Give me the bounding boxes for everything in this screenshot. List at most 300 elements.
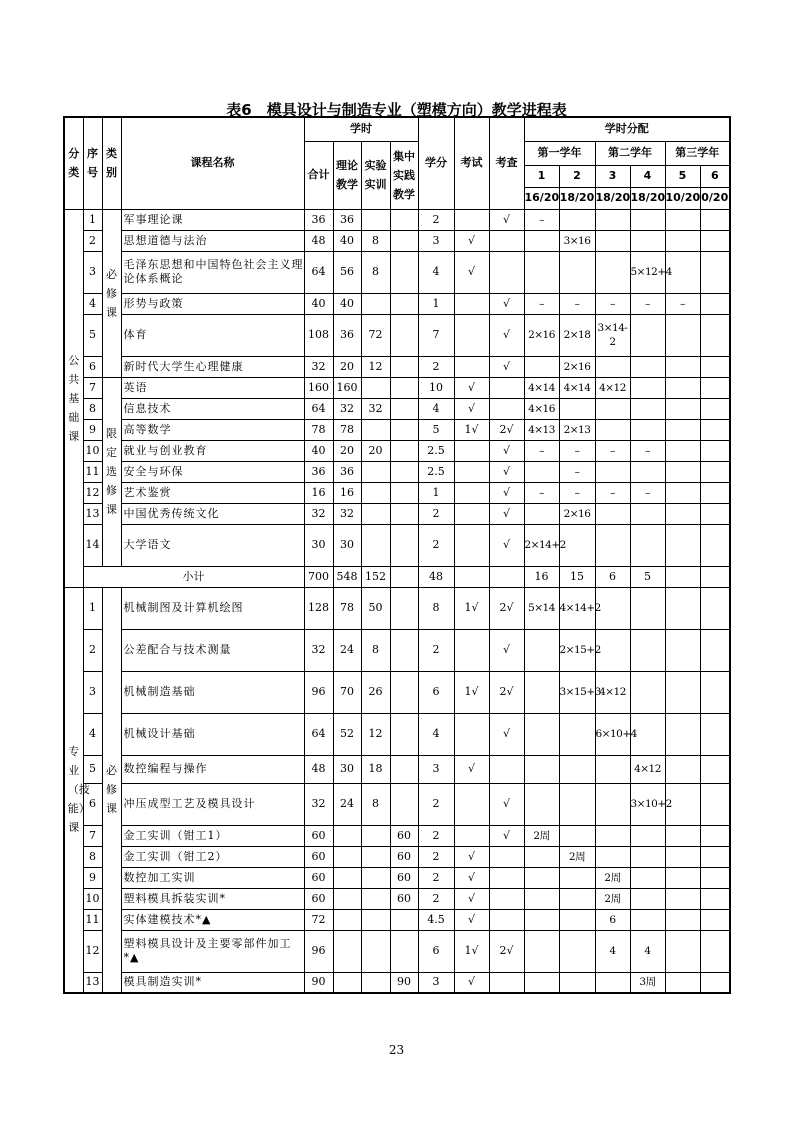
course-name: 思想道德与法治 [121,230,304,251]
semester-2-hours: 2×18 [559,314,595,356]
check-mark [489,251,524,293]
course-name: 毛泽东思想和中国特色社会主义理论体系概论 [121,251,304,293]
hours-practice [390,629,418,671]
semester-6-hours [700,930,730,972]
subtotal-experiment: 152 [361,566,390,587]
hours-total: 64 [304,713,333,755]
exam-mark [454,209,489,230]
hours-total: 36 [304,209,333,230]
semester-6-hours [700,314,730,356]
hours-total: 160 [304,377,333,398]
subtotal-semester-6 [700,566,730,587]
semester-2-hours [559,972,595,993]
hours-theory [333,930,361,972]
exam-mark [454,825,489,846]
header-category: 分类 [64,117,83,209]
semester-6-hours [700,440,730,461]
exam-mark [454,440,489,461]
semester-4: 4 [630,165,665,187]
exam-mark: √ [454,867,489,888]
course-name: 模具制造实训* [121,972,304,993]
table-row [64,867,730,888]
semester-4-hours [630,867,665,888]
hours-theory: 160 [333,377,361,398]
check-mark [489,230,524,251]
semester-1-hours [524,867,559,888]
check-mark [489,867,524,888]
semester-1-hours [524,713,559,755]
header-type: 类别 [102,117,121,209]
hours-total: 40 [304,293,333,314]
exam-mark: √ [454,888,489,909]
hours-theory [333,867,361,888]
semester-6-hours [700,671,730,713]
semester-1-hours: 2周 [524,825,559,846]
exam-mark: 1√ [454,930,489,972]
hours-practice: 60 [390,825,418,846]
subtotal-label: 小计 [83,566,304,587]
table-row [64,503,730,524]
credit: 4 [418,713,454,755]
semester-5-hours [665,825,700,846]
table-row [64,825,730,846]
hours-experiment [361,503,390,524]
semester-3-hours: 4×12 [595,671,630,713]
semester-3-hours [595,972,630,993]
semester-4-hours [630,587,665,629]
semester-5-hours [665,209,700,230]
hours-practice [390,524,418,566]
table-row [64,377,730,398]
hours-total: 108 [304,314,333,356]
semester-3-hours [595,419,630,440]
page-number: 23 [388,1043,405,1057]
hours-practice [390,587,418,629]
course-name: 信息技术 [121,398,304,419]
hours-experiment: 50 [361,587,390,629]
hours-theory: 32 [333,398,361,419]
semester-3-hours: 2周 [595,867,630,888]
table-row [64,251,730,293]
credit: 6 [418,930,454,972]
hours-practice [390,377,418,398]
course-name: 机械制造基础 [121,671,304,713]
check-mark [489,377,524,398]
semester-3-hours [595,825,630,846]
semester-1-hours [524,846,559,867]
hours-experiment [361,867,390,888]
semester-1-hours: 2×16 [524,314,559,356]
hours-practice [390,440,418,461]
course-name: 英语 [121,377,304,398]
exam-mark [454,314,489,356]
credit: 3 [418,972,454,993]
semester-6-hours [700,629,730,671]
row-number: 5 [83,755,102,783]
semester-2-hours: 4×14 [559,377,595,398]
weeks-semester-3: 18/20 [595,187,630,209]
semester-5-hours [665,440,700,461]
row-number: 13 [83,503,102,524]
table-row [64,713,730,755]
semester-4-hours [630,398,665,419]
semester-6-hours [700,461,730,482]
check-mark: √ [489,629,524,671]
course-name: 机械制图及计算机绘图 [121,587,304,629]
table-row [64,888,730,909]
subtotal-semester-5 [665,566,700,587]
hours-theory: 56 [333,251,361,293]
semester-4-hours [630,629,665,671]
semester-2-hours [559,398,595,419]
semester-1-hours [524,671,559,713]
hours-theory: 40 [333,230,361,251]
check-mark: √ [489,783,524,825]
check-mark: √ [489,293,524,314]
semester-1-hours: 4×14 [524,377,559,398]
course-name: 塑料模具设计及主要零部件加工*▲ [121,930,304,972]
semester-1-hours: – [524,293,559,314]
semester-6-hours [700,356,730,377]
semester-5-hours [665,713,700,755]
hours-experiment: 8 [361,251,390,293]
check-mark [489,909,524,930]
semester-2-hours: – [559,461,595,482]
semester-5-hours [665,230,700,251]
hours-total: 60 [304,888,333,909]
semester-2-hours: – [559,293,595,314]
table-row [64,783,730,825]
credit: 8 [418,587,454,629]
semester-3-hours [595,398,630,419]
row-number: 3 [83,251,102,293]
hours-experiment [361,461,390,482]
course-name: 形势与政策 [121,293,304,314]
semester-4-hours [630,209,665,230]
row-number: 7 [83,825,102,846]
semester-2-hours [559,825,595,846]
teaching-schedule-table [63,116,731,994]
hours-total: 78 [304,419,333,440]
credit: 7 [418,314,454,356]
row-number: 2 [83,629,102,671]
check-mark: √ [489,461,524,482]
semester-1-hours [524,503,559,524]
weeks-semester-1: 16/20 [524,187,559,209]
table-row [64,461,730,482]
subtotal-semester-2: 15 [559,566,595,587]
hours-practice [390,755,418,783]
weeks-semester-4: 18/20 [630,187,665,209]
hours-practice: 90 [390,972,418,993]
semester-2-hours: 2×15+2 [559,629,595,671]
semester-6: 6 [700,165,730,187]
hours-experiment [361,888,390,909]
semester-3-hours [595,230,630,251]
semester-2-hours [559,755,595,783]
semester-3-hours: – [595,293,630,314]
check-mark: 2√ [489,930,524,972]
hours-total: 48 [304,755,333,783]
semester-3-hours [595,356,630,377]
semester-3-hours: 3×14-2 [595,314,630,356]
credit: 4 [418,251,454,293]
table-title: 表6 模具设计与制造专业（塑模方向）教学进程表 [226,101,567,119]
semester-4-hours [630,825,665,846]
hours-practice [390,230,418,251]
semester-4-hours: – [630,440,665,461]
hours-total: 96 [304,930,333,972]
subtotal-total: 700 [304,566,333,587]
hours-theory: 36 [333,461,361,482]
credit: 6 [418,671,454,713]
semester-5-hours [665,314,700,356]
hours-practice [390,251,418,293]
semester-3-hours [595,755,630,783]
hours-theory: 52 [333,713,361,755]
hours-total: 64 [304,398,333,419]
semester-1: 1 [524,165,559,187]
exam-mark: √ [454,755,489,783]
hours-practice [390,482,418,503]
semester-4-hours [630,524,665,566]
semester-3-hours [595,524,630,566]
header-check: 考查 [489,117,524,209]
section-professional: 专业（技能）课 [64,587,83,993]
course-name: 机械设计基础 [121,713,304,755]
semester-3-hours: 4 [595,930,630,972]
semester-4-hours: 4 [630,930,665,972]
semester-1-hours [524,629,559,671]
row-number: 6 [83,783,102,825]
row-number: 12 [83,930,102,972]
table-row [64,846,730,867]
semester-6-hours [700,482,730,503]
semester-1-hours [524,755,559,783]
semester-2-hours: 2×16 [559,503,595,524]
semester-1-hours [524,230,559,251]
semester-3-hours [595,209,630,230]
row-number: 10 [83,888,102,909]
semester-1-hours: – [524,209,559,230]
hours-total: 72 [304,909,333,930]
hours-experiment [361,930,390,972]
semester-4-hours [630,909,665,930]
table-row [64,293,730,314]
semester-2-hours: – [559,482,595,503]
semester-5-hours [665,377,700,398]
credit: 2.5 [418,440,454,461]
subtotal-row [64,566,730,587]
semester-1-hours: 2×14+2 [524,524,559,566]
semester-4-hours: 3周 [630,972,665,993]
weeks-semester-2: 18/20 [559,187,595,209]
hours-total: 32 [304,356,333,377]
row-number: 2 [83,230,102,251]
hours-total: 32 [304,503,333,524]
semester-5-hours [665,356,700,377]
hours-total: 32 [304,783,333,825]
course-name: 军事理论课 [121,209,304,230]
row-number: 4 [83,713,102,755]
hours-practice [390,461,418,482]
table-row [64,440,730,461]
semester-1-hours: 4×13 [524,419,559,440]
semester-6-hours [700,713,730,755]
row-number: 11 [83,461,102,482]
check-mark: 2√ [489,587,524,629]
exam-mark: √ [454,377,489,398]
hours-experiment: 12 [361,356,390,377]
semester-4-hours: 3×10+2 [630,783,665,825]
section-public: 公共基础课 [64,209,83,587]
semester-3-hours: 4×12 [595,377,630,398]
check-mark: √ [489,825,524,846]
header-total: 合计 [304,141,333,209]
semester-4-hours: – [630,482,665,503]
semester-1-hours [524,783,559,825]
semester-1-hours [524,251,559,293]
exam-mark [454,713,489,755]
table-row [64,398,730,419]
subtotal-credit: 48 [418,566,454,587]
semester-5-hours [665,587,700,629]
subtotal-theory: 548 [333,566,361,587]
check-mark: 2√ [489,419,524,440]
header-year3: 第三学年 [665,141,730,165]
hours-theory [333,888,361,909]
hours-experiment [361,909,390,930]
semester-6-hours [700,846,730,867]
semester-1-hours: 5×14 [524,587,559,629]
hours-practice: 60 [390,867,418,888]
header-credit: 学分 [418,117,454,209]
exam-mark: 1√ [454,587,489,629]
hours-experiment [361,377,390,398]
hours-experiment [361,293,390,314]
semester-4-hours: 5×12+4 [630,251,665,293]
hours-theory: 36 [333,314,361,356]
exam-mark [454,293,489,314]
header-hours: 学时 [304,117,418,141]
credit: 10 [418,377,454,398]
check-mark [489,888,524,909]
check-mark [489,398,524,419]
hours-total: 64 [304,251,333,293]
hours-total: 16 [304,482,333,503]
semester-6-hours [700,251,730,293]
semester-4-hours [630,230,665,251]
semester-1-hours: – [524,482,559,503]
hours-practice [390,293,418,314]
semester-5-hours [665,888,700,909]
credit: 2 [418,825,454,846]
semester-4-hours [630,671,665,713]
credit: 3 [418,755,454,783]
row-number: 9 [83,867,102,888]
exam-mark: √ [454,398,489,419]
weeks-semester-5: 10/20 [665,187,700,209]
hours-total: 60 [304,867,333,888]
row-number: 11 [83,909,102,930]
hours-theory: 32 [333,503,361,524]
hours-practice [390,398,418,419]
semester-6-hours [700,888,730,909]
subtotal-semester-3: 6 [595,566,630,587]
semester-5-hours [665,461,700,482]
hours-theory: 20 [333,356,361,377]
hours-theory: 20 [333,440,361,461]
row-number: 1 [83,587,102,629]
row-number: 8 [83,846,102,867]
hours-practice [390,503,418,524]
hours-theory [333,846,361,867]
semester-4-hours [630,503,665,524]
semester-5-hours [665,503,700,524]
exam-mark: √ [454,251,489,293]
row-number: 3 [83,671,102,713]
header-allocation: 学时分配 [524,117,730,141]
hours-practice [390,314,418,356]
credit: 2 [418,888,454,909]
table-row [64,629,730,671]
hours-practice [390,783,418,825]
credit: 3 [418,230,454,251]
hours-theory: 16 [333,482,361,503]
check-mark: √ [489,209,524,230]
semester-3-hours [595,461,630,482]
exam-mark [454,503,489,524]
table-row [64,482,730,503]
row-number: 14 [83,524,102,566]
hours-practice: 60 [390,888,418,909]
semester-4-hours [630,846,665,867]
semester-2-hours [559,888,595,909]
type-required-pro: 必修课 [102,587,121,993]
subtotal-semester-4: 5 [630,566,665,587]
course-name: 公差配合与技术测量 [121,629,304,671]
hours-theory: 70 [333,671,361,713]
semester-2-hours [559,783,595,825]
exam-mark: √ [454,230,489,251]
hours-practice [390,671,418,713]
hours-experiment [361,419,390,440]
hours-experiment: 32 [361,398,390,419]
course-name: 新时代大学生心理健康 [121,356,304,377]
hours-experiment: 72 [361,314,390,356]
table-row [64,524,730,566]
subtotal-semester-1: 16 [524,566,559,587]
semester-5-hours: – [665,293,700,314]
semester-2-hours: 3×16 [559,230,595,251]
exam-mark: √ [454,846,489,867]
course-name: 体育 [121,314,304,356]
course-name: 安全与环保 [121,461,304,482]
check-mark: √ [489,314,524,356]
semester-4-hours [630,377,665,398]
semester-4-hours [630,356,665,377]
semester-1-hours: – [524,440,559,461]
semester-5-hours [665,419,700,440]
semester-6-hours [700,503,730,524]
table-row [64,671,730,713]
hours-practice: 60 [390,846,418,867]
check-mark [489,755,524,783]
hours-experiment: 8 [361,783,390,825]
row-number: 9 [83,419,102,440]
semester-1-hours [524,909,559,930]
semester-1-hours [524,461,559,482]
